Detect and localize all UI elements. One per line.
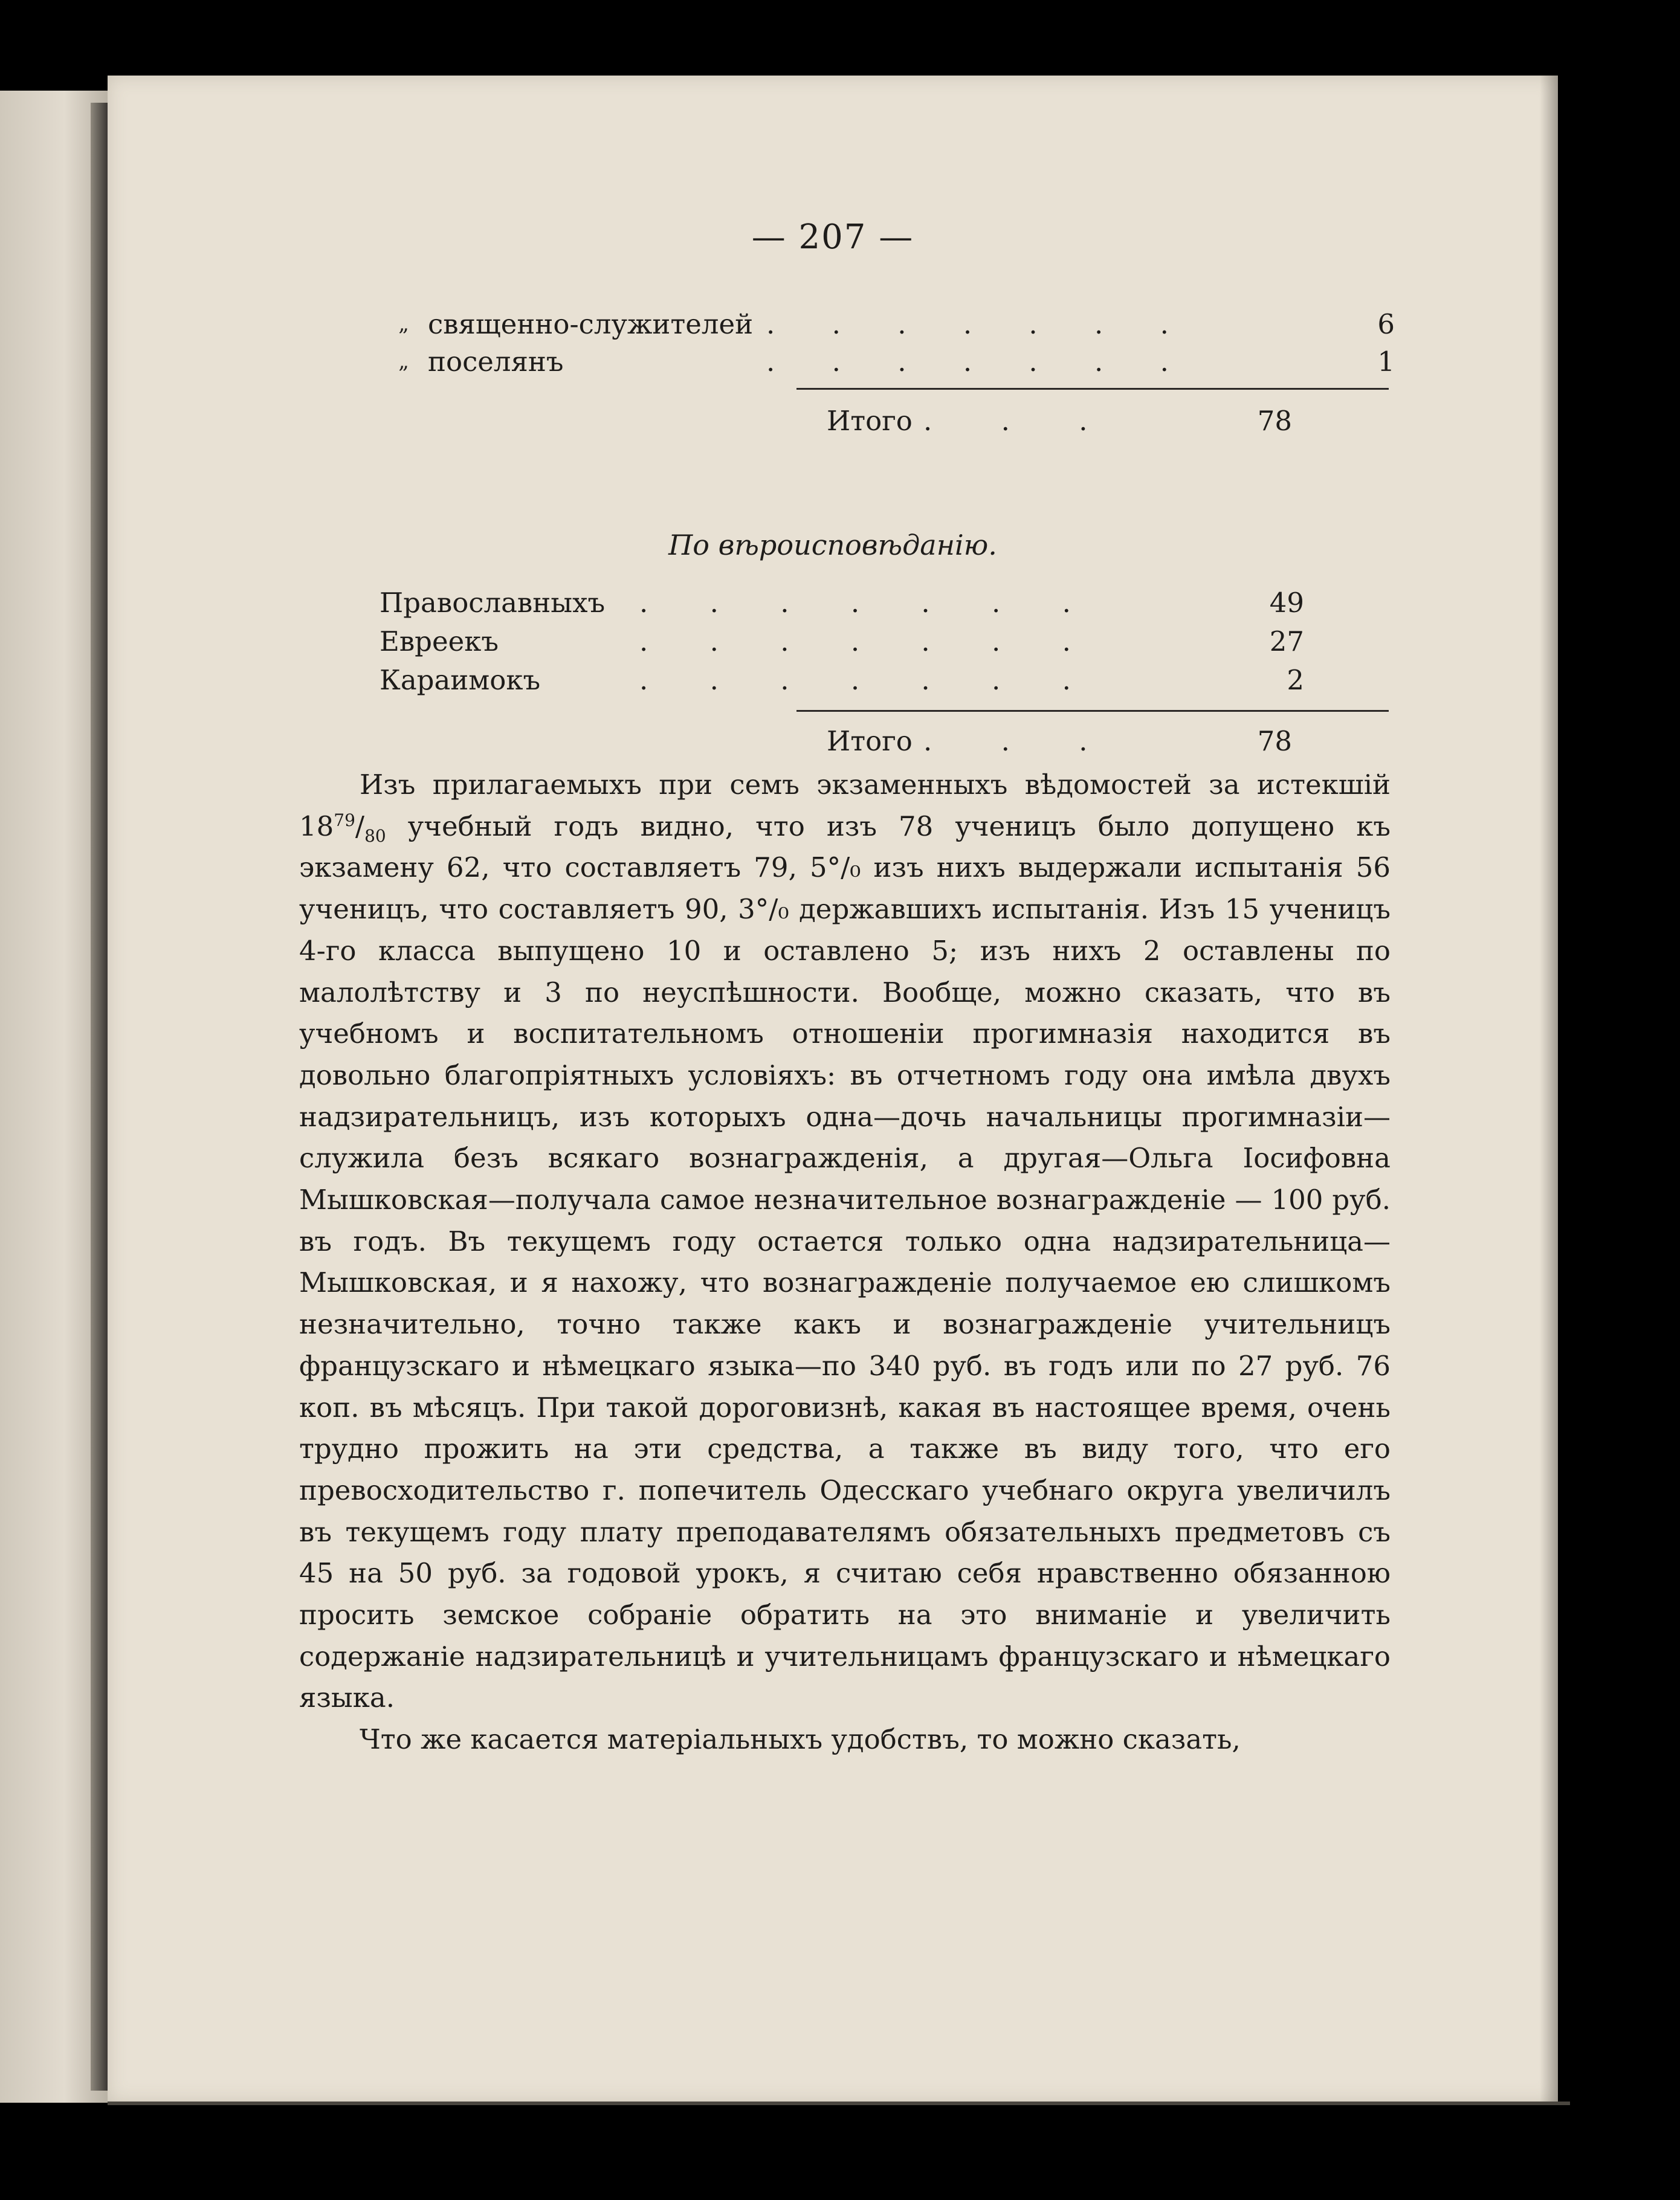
leader-dots: . . . (923, 725, 1118, 757)
ditto-mark: „ (398, 312, 409, 336)
total-value: 78 (1257, 725, 1292, 757)
item-label: Евреекъ (380, 625, 499, 657)
book-page (108, 76, 1558, 2103)
faith-total (827, 725, 1292, 757)
leader-dots: . . . . . . . (639, 625, 1097, 657)
list-item (380, 343, 1395, 380)
list-item (380, 622, 1304, 660)
item-value: 49 (1269, 586, 1304, 619)
page-edge-shadow (1540, 76, 1558, 2103)
total-value: 78 (1257, 405, 1292, 437)
fraction-numerator: 79 (334, 810, 355, 830)
list-item (380, 305, 1395, 343)
leader-dots: . . . (923, 405, 1118, 437)
item-value: 2 (1287, 663, 1304, 696)
faith-list (380, 583, 1304, 699)
total-rule (796, 710, 1389, 712)
book-spine-shadow (91, 103, 108, 2091)
item-value: 6 (1377, 308, 1395, 340)
paragraph: Что же касается матеріальныхъ удобствъ, то можно сказать, (360, 1723, 1241, 1756)
total-rule (796, 388, 1389, 390)
leader-dots: . . . . . . . (766, 345, 1193, 378)
leader-dots: . . . . . . . (639, 586, 1097, 619)
total-label: Итого (827, 405, 913, 437)
leader-dots: . . . . . . . (639, 663, 1097, 696)
paragraph-text: учебный годъ видно, что изъ 78 ученицъ было допущено къ экзамену 62, что составляетъ 79, 5°/₀ изъ нихъ выдержали испытанія 56 ученицъ, что составляетъ 90, 3°/₀ державшихъ испытанія. Изъ 15 ученицъ 4-го класса выпущено 10 и оставлено 5; изъ нихъ 2 оставлены по малолѣтству и 3 по неуспѣшности. Вообще, можно сказать, что въ учебномъ и воспитательномъ отношеніи прогимназія находится въ довольно благопріятныхъ условіяхъ: въ отчетномъ году она имѣла двухъ надзирательницъ, изъ которыхъ одна—дочь начальницы прогимназіи—служила безъ всякаго вознагражденія, а другая—Ольга Іосифовна Мышковская—получала самое незначительное вознагражденіе — 100 руб. въ годъ. Въ текущемъ году остается только одна надзирательница—Мышковская, и я нахожу, что вознагражденіе получаемое ею слишкомъ незначительно, точно также какъ и вознагражденіе учительницъ французскаго и нѣмецкаго языка—по 340 руб. въ годъ или по 27 руб. 76 коп. въ мѣсяцъ. При такой дороговизнѣ, какая въ настоящее время, очень трудно прожить на эти средства, а также въ виду того, что его превосходительство г. попечитель Одесскаго учебнаго округа увеличилъ въ текущемъ году плату преподавателямъ обязательныхъ предметовъ съ 45 на 50 руб. за годовой урокъ, я считаю себя нравственно обязанною просить земское собраніе обратить на это вниманіе и увеличить содержаніе надзирательницѣ и учительницамъ французскаго и нѣмецкаго языка. (299, 810, 1391, 1714)
staff-list (380, 305, 1395, 380)
item-label: священно-служителей (428, 308, 754, 340)
item-label: поселянъ (428, 345, 564, 378)
list-item (380, 660, 1304, 699)
list-item (380, 583, 1304, 622)
ditto-mark: „ (398, 349, 409, 373)
page-number: — 207 — (751, 218, 914, 257)
page-bottom-edge (108, 2102, 1570, 2105)
item-label: Караимокъ (380, 663, 541, 696)
fraction-denominator: 80 (364, 825, 386, 846)
item-value: 1 (1377, 345, 1395, 378)
body-text (299, 764, 1391, 1761)
staff-total (827, 405, 1292, 437)
paragraph: Изъ прилагаемыхъ при семъ экзаменныхъ вѣдомостей за истекшій $18^{79}/_{80}$ учебный годъ видно, что изъ 78 ученицъ было допущено къ экзамену 62, что составляетъ 79, 5°/₀ изъ нихъ выдержали испытанія 56 ученицъ, что составляетъ 90, 3°/₀ державшихъ испытанія. Изъ 15 ученицъ 4-го класса выпущено 10 и оставлено 5; изъ нихъ 2 оставлены по малолѣтству и 3 по неуспѣшности. Вообще, можно сказать, что въ учебномъ и воспитательномъ отношеніи прогимназія находится въ довольно благопріятныхъ условіяхъ: въ отчетномъ году она имѣла двухъ надзирательницъ, изъ которыхъ одна—дочь начальницы прогимназіи—служила безъ всякаго вознагражденія, а другая—Ольга Іосифовна Мышковская—получала самое незначительное вознагражденіе — 100 руб. въ годъ. Въ текущемъ году остается только одна надзирательница—Мышковская, и я нахожу, что вознагражденіе получаемое ею слишкомъ незначительно, точно также какъ и вознагражденіе учительницъ французскаго и нѣмецкаго языка—по 340 руб. въ годъ или по 27 руб. 76 коп. въ мѣсяцъ. При такой дороговизнѣ, какая въ настоящее время, очень трудно прожить на эти средства, а также въ виду того, что его превосходительство г. попечитель Одесскаго учебнаго округа увеличилъ въ текущемъ году плату преподавателямъ обязательныхъ предметовъ съ 45 на 50 руб. за годовой урокъ, я считаю себя нравственно обязанною просить земское собраніе обратить на это вниманіе и увеличить содержаніе надзирательницѣ и учительницамъ французскаго и нѣмецкаго языка. (299, 769, 1391, 1714)
paragraph-text: Изъ прилагаемыхъ при семъ экзаменныхъ вѣдомостей за истекшій 18 (299, 769, 1391, 842)
item-value: 27 (1269, 625, 1304, 657)
total-label: Итого (827, 725, 913, 757)
section-heading: По вѣроисповѣданію. (668, 529, 997, 561)
item-label: Православныхъ (380, 586, 606, 619)
leader-dots: . . . . . . . (766, 308, 1193, 340)
